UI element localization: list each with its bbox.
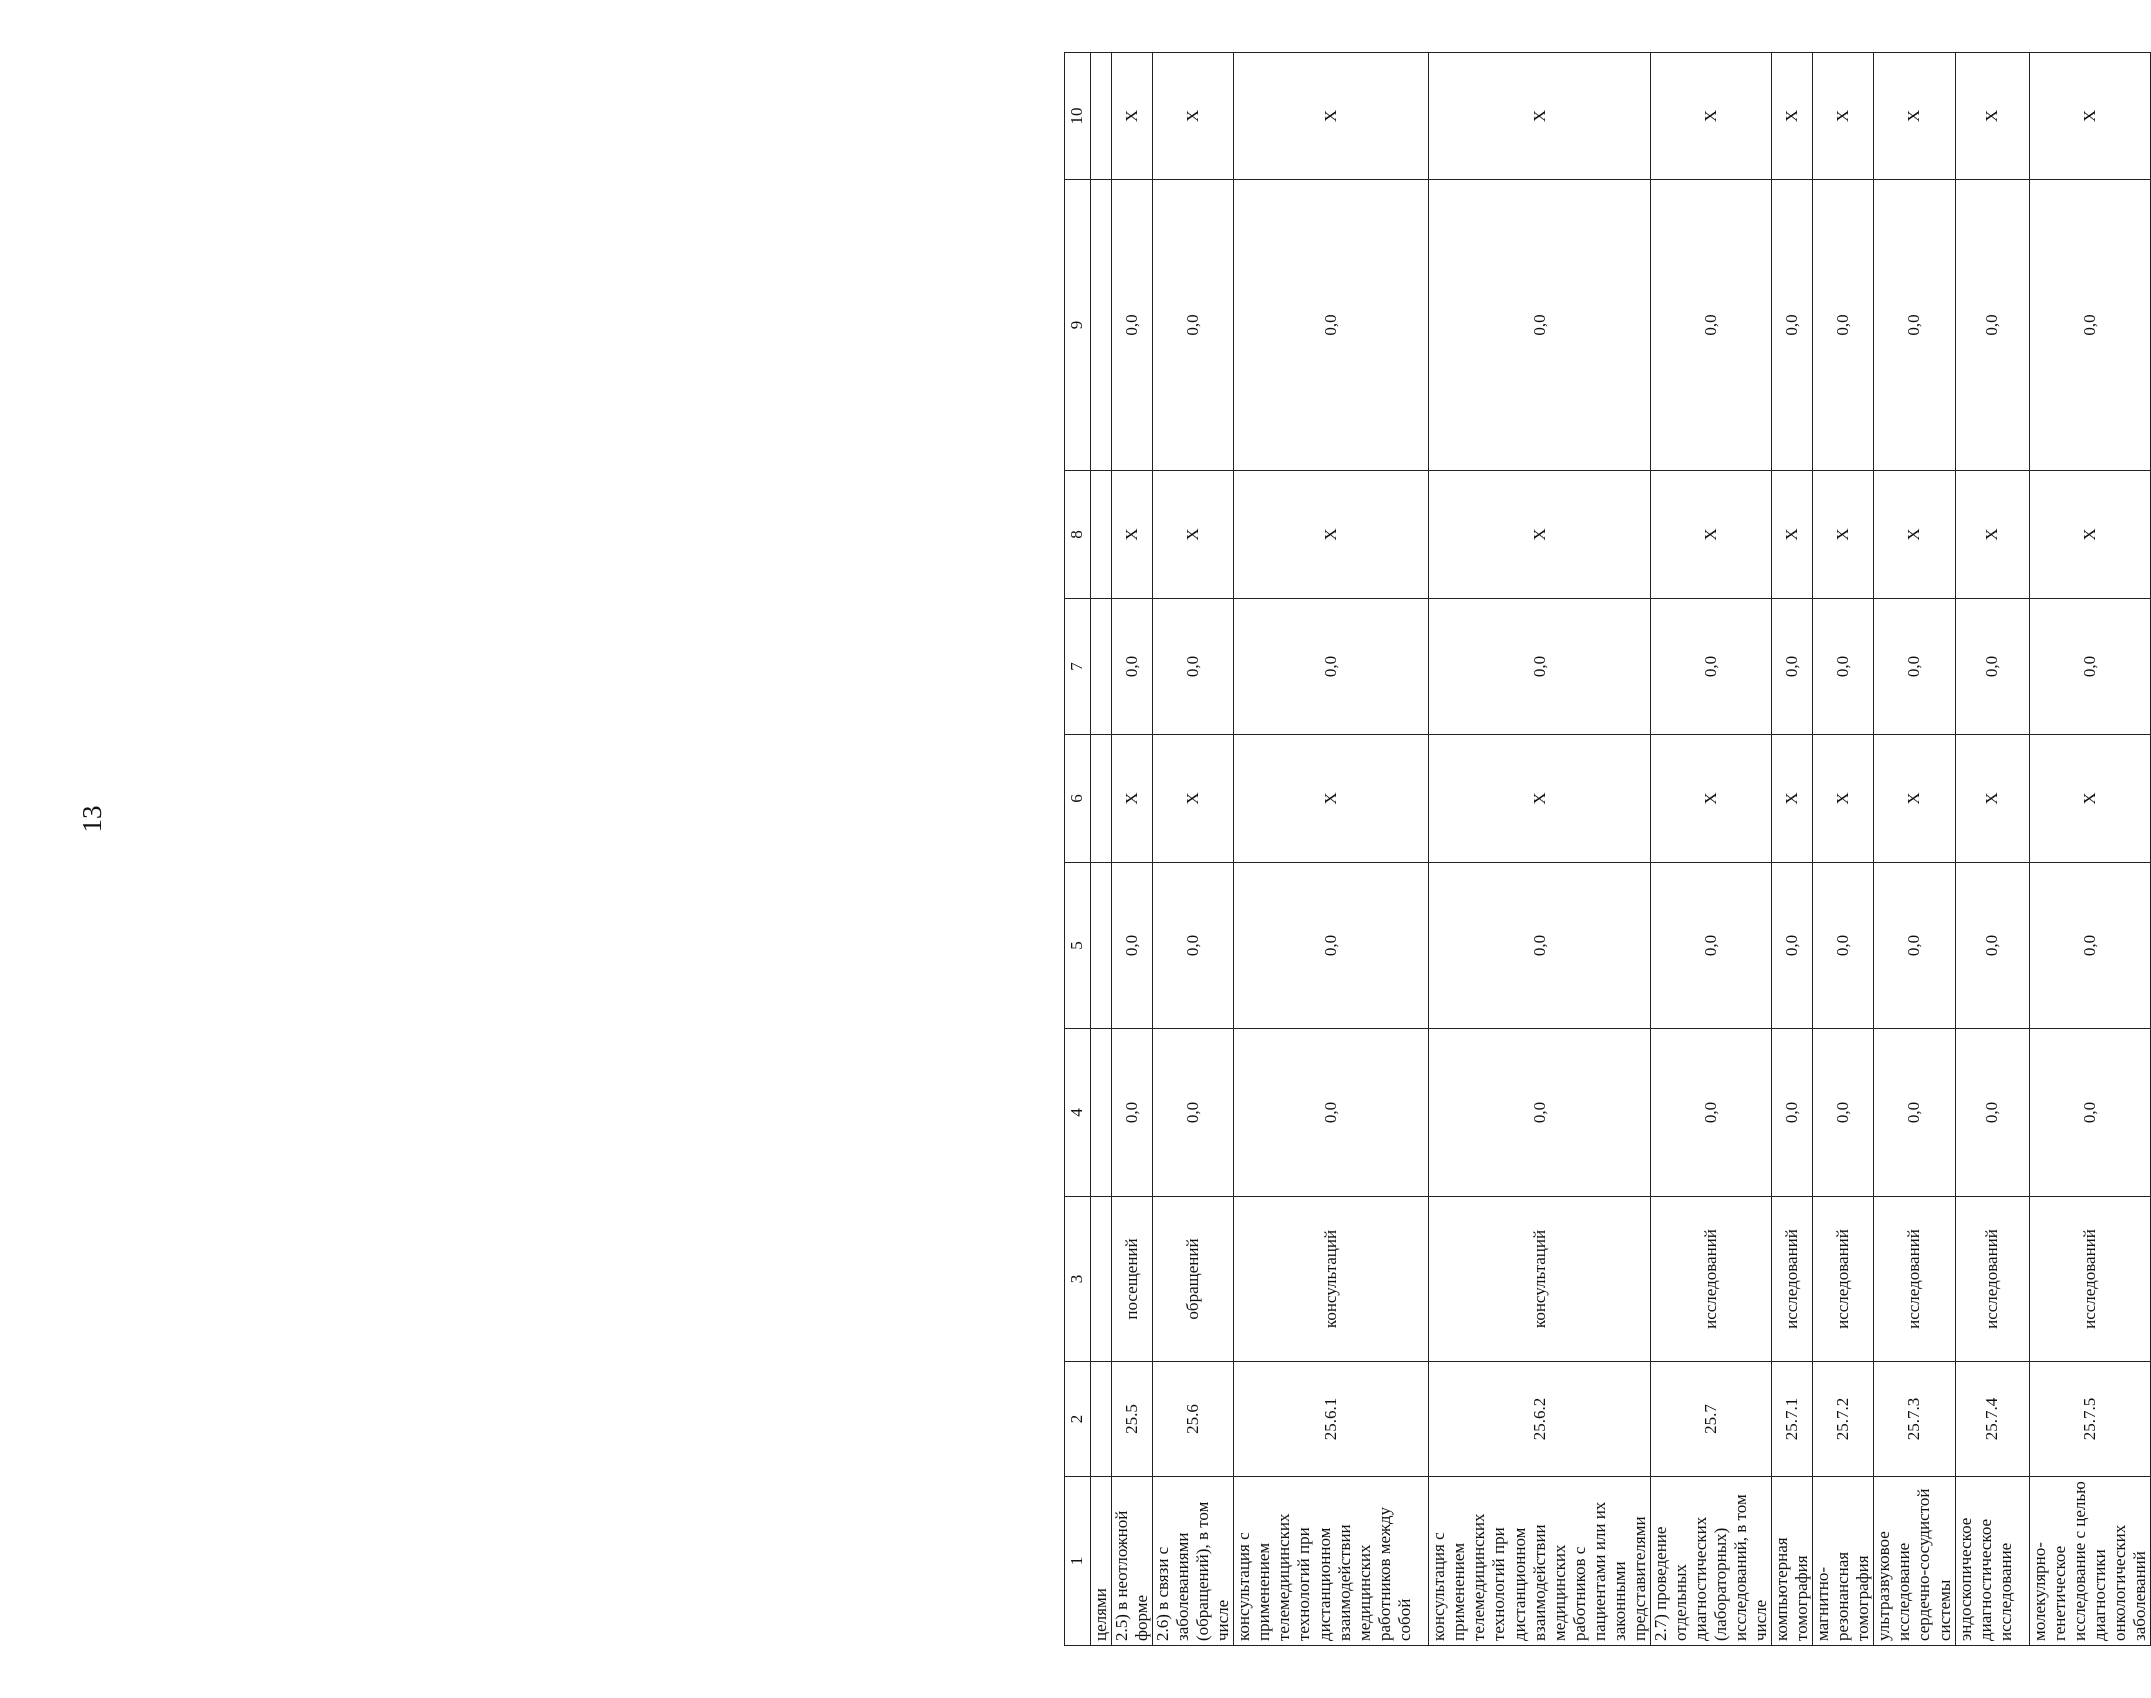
table-row (1429, 53, 1651, 1646)
column-header: 9 (1065, 180, 1091, 471)
row-name: эндоскопическое диагностическое исследование (1955, 1477, 2029, 1646)
row-value: X (1234, 735, 1429, 863)
column-header: 7 (1065, 599, 1091, 735)
table-row (1650, 53, 1771, 1646)
row-value: 0,0 (1813, 599, 1874, 735)
column-header: 2 (1065, 1362, 1091, 1477)
row-value (1091, 863, 1112, 1029)
row-unit: обращений (1153, 1197, 1234, 1362)
row-name: молекулярно-генетическое исследование с целью диагностики онкологических заболеваний (2029, 1477, 2150, 1646)
row-value: X (1650, 471, 1771, 599)
row-name: компьютерная томография (1772, 1477, 1813, 1646)
row-unit: консультаций (1429, 1197, 1651, 1362)
row-code (1091, 1362, 1112, 1477)
row-name: ультразвуковое исследование сердечно-сосудистой системы (1874, 1477, 1955, 1646)
row-unit: исследований (1650, 1197, 1771, 1362)
row-unit: исследований (1955, 1197, 2029, 1362)
row-name: консультация с применением телемедицинских технологий при дистанционном взаимодействии медицинских работников между собой (1234, 1477, 1429, 1646)
row-name: 2.7) проведение отдельных диагностических (лабораторных) исследований, в том числе (1650, 1477, 1771, 1646)
table-row (1772, 53, 1813, 1646)
row-value: X (1813, 471, 1874, 599)
row-code: 25.7 (1650, 1362, 1771, 1477)
row-value: X (1650, 53, 1771, 180)
row-value: 0,0 (1650, 1029, 1771, 1197)
row-value: 0,0 (1234, 180, 1429, 471)
row-value: X (1153, 53, 1234, 180)
row-value: X (1772, 735, 1813, 863)
row-name: 2.6) в связи с заболеваниями (обращений), в том числе (1153, 1477, 1234, 1646)
row-value: 0,0 (1874, 1029, 1955, 1197)
row-value: 0,0 (1772, 863, 1813, 1029)
row-value: 0,0 (1772, 599, 1813, 735)
row-value: 0,0 (1153, 863, 1234, 1029)
row-code: 25.7.1 (1772, 1362, 1813, 1477)
row-value: 0,0 (1112, 1029, 1153, 1197)
table-row (2029, 53, 2150, 1646)
row-value: 0,0 (1955, 599, 2029, 735)
row-value: X (1429, 735, 1651, 863)
row-value: 0,0 (1813, 863, 1874, 1029)
row-value: X (1874, 735, 1955, 863)
table-row (1813, 53, 1874, 1646)
column-number-row (1065, 53, 1091, 1646)
row-value: X (1813, 53, 1874, 180)
row-value: X (2029, 471, 2150, 599)
row-code: 25.5 (1112, 1362, 1153, 1477)
row-name: магнитно-резонансная томография (1813, 1477, 1874, 1646)
table-row (1091, 53, 1112, 1646)
row-value: X (1955, 471, 2029, 599)
row-value: 0,0 (2029, 180, 2150, 471)
row-value: 0,0 (1650, 180, 1771, 471)
row-value: 0,0 (1813, 1029, 1874, 1197)
row-value: X (1955, 53, 2029, 180)
row-unit (1091, 1197, 1112, 1362)
row-value: X (1813, 735, 1874, 863)
table-row (1955, 53, 2029, 1646)
row-value: X (1234, 471, 1429, 599)
row-code: 25.7.2 (1813, 1362, 1874, 1477)
row-unit: посещений (1112, 1197, 1153, 1362)
row-value: X (1112, 471, 1153, 599)
row-value: X (2029, 735, 2150, 863)
column-header: 4 (1065, 1029, 1091, 1197)
table-row (1112, 53, 1153, 1646)
row-value: X (1772, 53, 1813, 180)
column-header: 6 (1065, 735, 1091, 863)
row-value (1091, 180, 1112, 471)
row-value: 0,0 (1429, 863, 1651, 1029)
row-code: 25.7.5 (2029, 1362, 2150, 1477)
row-value: 0,0 (1112, 863, 1153, 1029)
row-value: X (1234, 53, 1429, 180)
row-value: X (1955, 735, 2029, 863)
row-value: X (1772, 471, 1813, 599)
row-value (1091, 735, 1112, 863)
row-value: 0,0 (1650, 863, 1771, 1029)
row-value: 0,0 (1234, 1029, 1429, 1197)
column-header: 8 (1065, 471, 1091, 599)
row-code: 25.7.3 (1874, 1362, 1955, 1477)
rotated-table-sheet (1064, 53, 2149, 1646)
row-value: 0,0 (2029, 1029, 2150, 1197)
column-header: 5 (1065, 863, 1091, 1029)
row-value: 0,0 (1955, 180, 2029, 471)
row-value: 0,0 (1874, 180, 1955, 471)
row-value: X (2029, 53, 2150, 180)
row-value: 0,0 (2029, 863, 2150, 1029)
row-value: 0,0 (1153, 1029, 1234, 1197)
row-unit: исследований (1874, 1197, 1955, 1362)
row-value: 0,0 (1153, 180, 1234, 471)
row-unit: исследований (1813, 1197, 1874, 1362)
column-header: 1 (1065, 1477, 1091, 1646)
row-value: X (1429, 53, 1651, 180)
row-name: 2.5) в неотложной форме (1112, 1477, 1153, 1646)
table-row (1234, 53, 1429, 1646)
row-name: консультация с применением телемедицинских технологий при дистанционном взаимодействии медицинских работников с пациентами или их законными представителями (1429, 1477, 1651, 1646)
row-value: X (1874, 53, 1955, 180)
row-value: X (1650, 735, 1771, 863)
column-header: 10 (1065, 53, 1091, 180)
row-value: 0,0 (1813, 180, 1874, 471)
row-code: 25.6.1 (1234, 1362, 1429, 1477)
row-value: 0,0 (1874, 863, 1955, 1029)
row-value: 0,0 (1429, 1029, 1651, 1197)
row-code: 25.6 (1153, 1362, 1234, 1477)
page-number: 13 (76, 805, 107, 833)
row-value: 0,0 (1429, 180, 1651, 471)
row-value (1091, 1029, 1112, 1197)
row-value: 0,0 (1955, 1029, 2029, 1197)
row-value: 0,0 (1874, 599, 1955, 735)
row-value: 0,0 (1429, 599, 1651, 735)
row-value: 0,0 (1112, 180, 1153, 471)
row-value: 0,0 (2029, 599, 2150, 735)
row-value: 0,0 (1153, 599, 1234, 735)
row-unit: исследований (1772, 1197, 1813, 1362)
row-value: X (1112, 53, 1153, 180)
row-value: 0,0 (1650, 599, 1771, 735)
row-unit: консультаций (1234, 1197, 1429, 1362)
row-code: 25.7.4 (1955, 1362, 2029, 1477)
row-value: 0,0 (1234, 863, 1429, 1029)
table-row (1153, 53, 1234, 1646)
row-value: 0,0 (1955, 863, 2029, 1029)
column-header: 3 (1065, 1197, 1091, 1362)
row-value: 0,0 (1112, 599, 1153, 735)
row-code: 25.6.2 (1429, 1362, 1651, 1477)
row-value (1091, 471, 1112, 599)
row-value: 0,0 (1772, 1029, 1813, 1197)
row-value: X (1874, 471, 1955, 599)
table-row (1874, 53, 1955, 1646)
row-unit: исследований (2029, 1197, 2150, 1362)
row-value: X (1429, 471, 1651, 599)
report-table (1064, 52, 2151, 1646)
row-value: X (1153, 735, 1234, 863)
row-value: X (1153, 471, 1234, 599)
row-value: 0,0 (1234, 599, 1429, 735)
row-value: X (1112, 735, 1153, 863)
row-name: целями (1091, 1477, 1112, 1646)
row-value: 0,0 (1772, 180, 1813, 471)
row-value (1091, 599, 1112, 735)
row-value (1091, 53, 1112, 180)
